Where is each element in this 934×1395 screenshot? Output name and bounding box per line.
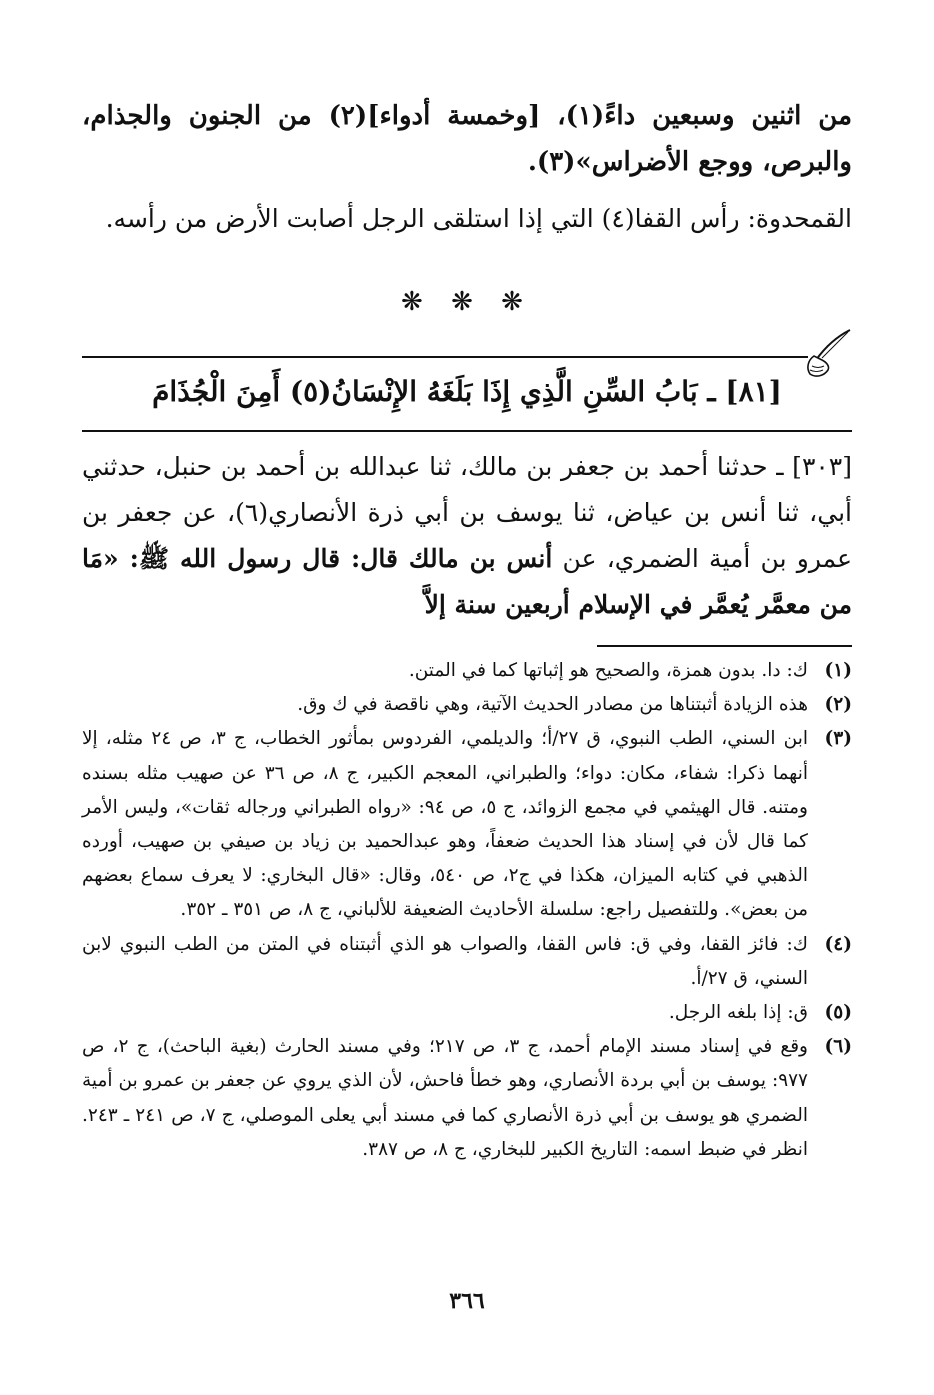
- section-separator: ❋ ❋ ❋: [401, 287, 533, 317]
- footnote-number: (٦): [824, 1036, 852, 1058]
- hadith-text: [82, 444, 852, 628]
- chapter-rule-top: [82, 356, 808, 358]
- chapter-rule-bottom: [82, 430, 852, 432]
- footnote-number: (٣): [824, 728, 852, 750]
- footnote-text: هذه الزيادة أثبتناها من مصادر الحديث الآتية، وهي ناقصة في ك وق.: [297, 694, 808, 716]
- definition-paragraph: القمحدوة: رأس القفا(٤) التي إذا استلقى الرجل أصابت الأرض من رأسه.: [105, 204, 852, 233]
- footnote-item: [82, 688, 852, 722]
- footnote-item: [82, 722, 852, 927]
- hadith-narration: أنس بن مالك قال: قال رسول الله ﷺ: «مَا من معمَّر يُعمَّر في الإسلام أربعين سنة إلاَّ: [82, 544, 852, 619]
- footnote-text: ك: دا. بدون همزة، والصحيح هو إثباتها كما في المتن.: [408, 660, 808, 681]
- footnote-rule: [597, 645, 852, 647]
- page-number: ٣٦٦: [449, 1288, 485, 1314]
- footnote-text: وقع في إسناد مسند الإمام أحمد، ج ٣، ص ٢١٧؛ وفي مسند الحارث (بغية الباحث)، ج ٢، ص ٩٧٧: يوسف بن أبي بردة الأنصاري، وهو خطأ فاحش، لأن الذي يروي عن جعفر بن عمرو بن أمية الضمري هو يوسف بن أبي ذرة الأنصاري كما في مسند أبي يعلى الموصلي، ج ٧، ص ٢٤١ ـ ٢٤٣. انظر في ضبط اسمه: التاريخ الكبير للبخاري، ج ٨، ص ٣٨٧.: [82, 1036, 808, 1160]
- chapter-heading: [٨١] ـ بَابُ السِّنِ الَّذِي إِذَا بَلَغَهُ الإِنْسَانُ(٥) أَمِنَ الْجُذَامَ: [152, 375, 782, 408]
- footnote-number: (٢): [824, 694, 852, 716]
- footnote-item: [82, 1030, 852, 1167]
- footnotes: [82, 654, 852, 1167]
- footnote-text: ك: فائز القفا، وفي ق: فاس القفا، والصواب هو الذي أثبتناه في المتن من الطب النبوي لابن السني، ق ٢٧/أ.: [82, 933, 808, 989]
- footnote-item: [82, 928, 852, 996]
- footnote-text: ابن السني، الطب النبوي، ق ٢٧/أ؛ والديلمي، الفردوس بمأثور الخطاب، ج ٣، ص ٢٤ مثله، إلا أنهما ذكرا: شفاء، مكان: دواء؛ والطبراني، المعجم الكبير، ج ٨، ص ٣٦ عن صهيب مثله بسنده ومتنه. قال الهيثمي في مجمع الزوائد، ج ٥، ص ٩٤: «رواه الطبراني ورجاله ثقات»، وليس الأمر كما قال لأن في إسناد هذا الحديث ضعفاً، وهو عبدالحميد بن زياد بن صيفي بن صهيب، أورده الذهبي في كتابه الميزان، هكذا في ج٢، ص ٥٤٠، وقال: «قال البخاري: لا يعرف سماع بعضهم من بعض». وللتفصيل راجع: سلسلة الأحاديث الضعيفة للألباني، ج ٨، ص ٣٥١ ـ ٣٥٢.: [82, 728, 809, 921]
- footnote-number: (١): [824, 660, 852, 681]
- footnote-number: (٥): [824, 1002, 852, 1024]
- footnote-item: [82, 996, 852, 1030]
- footnote-item: [82, 654, 852, 688]
- opening-paragraph: من اثنين وسبعين داءً(١)، [وخمسة أدواء](٢) من الجنون والجذام، والبرص، ووجع الأضراس»(٣).: [82, 101, 852, 177]
- footnote-text: ق: إذا بلغه الرجل.: [668, 1002, 808, 1024]
- hadith-chain: [٣٠٣] ـ حدثنا أحمد بن جعفر بن مالك، ثنا عبدالله بن أحمد بن حنبل، حدثني أبي، ثنا أنس بن عياض، ثنا يوسف بن أبي ذرة الأنصاري(٦)، عن جعفر بن عمرو بن أمية الضمري، عن: [82, 452, 853, 573]
- footnote-number: (٤): [824, 933, 852, 955]
